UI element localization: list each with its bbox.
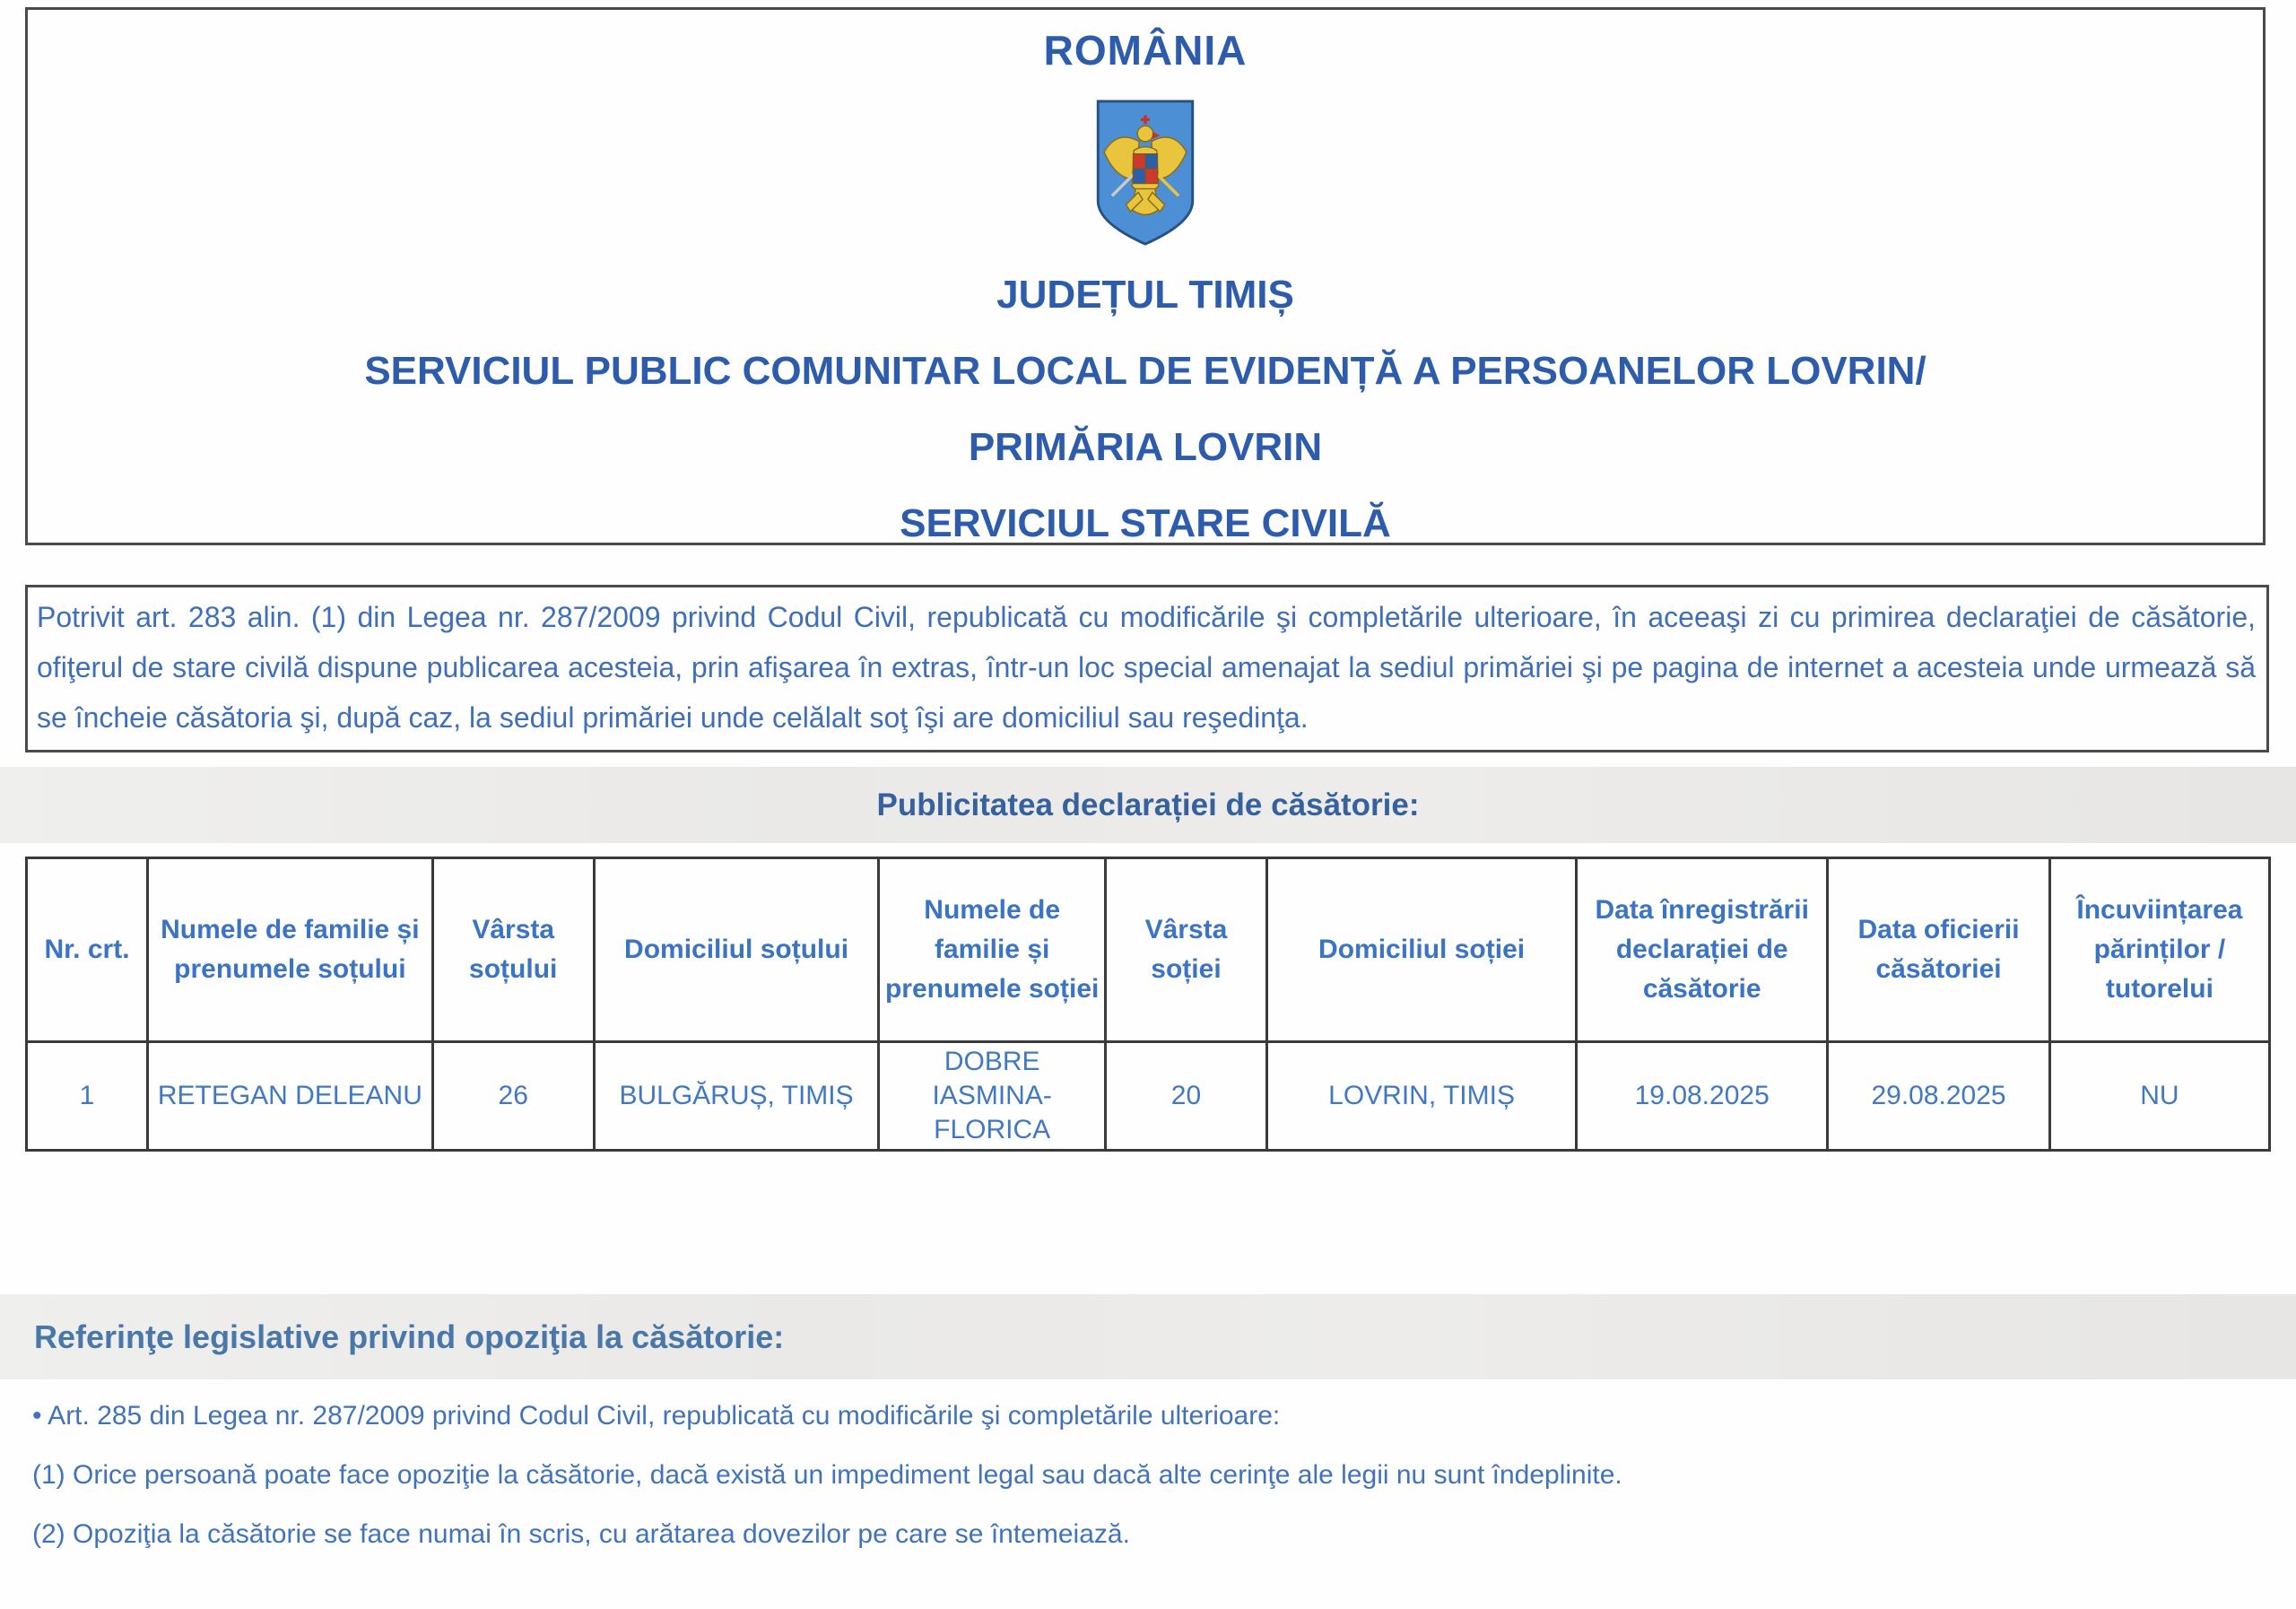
col-header-ceremony-date: Data oficierii căsătoriei	[1828, 858, 2050, 1042]
cell-bride-name: DOBRE IASMINA-FLORICA	[879, 1042, 1106, 1151]
col-header-registration-date: Data înregistrării declarației de căsătorie	[1577, 858, 1828, 1042]
legal-reference-paragraph-2: (2) Opoziţia la căsătorie se face numai în scris, cu arătarea dovezilor pe care se întemeiază.	[32, 1519, 1130, 1549]
country-title: ROMÂNIA	[1043, 27, 1248, 74]
cell-bride-domicile: LOVRIN, TIMIȘ	[1267, 1042, 1577, 1151]
col-header-bride-age: Vârsta soției	[1105, 858, 1266, 1042]
cell-nr-crt: 1	[27, 1042, 148, 1151]
cell-ceremony-date: 29.08.2025	[1828, 1042, 2050, 1151]
cell-registration-date: 19.08.2025	[1577, 1042, 1828, 1151]
service-line: SERVICIUL PUBLIC COMUNITAR LOCAL DE EVIDENȚĂ A PERSOANELOR LOVRIN/	[364, 349, 1926, 393]
col-header-groom-domicile: Domiciliul soțului	[594, 858, 879, 1042]
county-line: JUDEȚUL TIMIȘ	[996, 273, 1294, 317]
legal-references-band	[0, 1294, 2296, 1379]
col-header-bride-name: Numele de familie și prenumele soției	[879, 858, 1106, 1042]
col-header-groom-name: Numele de familie și prenumele soțului	[148, 858, 433, 1042]
intro-legal-paragraph: Potrivit art. 283 alin. (1) din Legea nr. 287/2009 privind Codul Civil, republicată cu modificările şi completările ulterioare, în aceeaşi zi cu primirea declaraţiei de căsătorie, ofiţerul de stare civilă dispune publicarea acesteia, prin afişarea în extras, într-un loc special amenajat la sediul primăriei şi pe pagina de internet a acesteia unde urmează să se încheie căsătoria şi, după caz, la sediul primăriei unde celălalt soţ îşi are domiciliul sau reşedinţa.	[25, 585, 2269, 752]
col-header-bride-domicile: Domiciliul soției	[1267, 858, 1577, 1042]
letterhead-box	[25, 7, 2266, 545]
cell-groom-name: RETEGAN DELEANU	[148, 1042, 433, 1151]
organization-lines	[28, 272, 2263, 547]
marriage-declarations-table	[25, 857, 2271, 1152]
publicity-title-band	[0, 767, 2296, 843]
cityhall-line: PRIMĂRIA LOVRIN	[968, 425, 1323, 469]
table-header-row	[27, 858, 2270, 1042]
cell-groom-domicile: BULGĂRUȘ, TIMIȘ	[594, 1042, 879, 1151]
cell-groom-age: 26	[432, 1042, 594, 1151]
col-header-nr-crt: Nr. crt.	[27, 858, 148, 1042]
col-header-parental-consent: Încuviințarea părinților / tutorelui	[2049, 858, 2269, 1042]
cell-parental-consent: NU	[2049, 1042, 2269, 1151]
legal-references-list	[32, 1399, 2257, 1577]
legal-reference-article: • Art. 285 din Legea nr. 287/2009 privind Codul Civil, republicată cu modificările şi completările ulterioare:	[32, 1401, 1281, 1431]
romania-coat-of-arms-icon	[1092, 98, 1198, 247]
table-row	[27, 1042, 2270, 1151]
legal-reference-paragraph-1: (1) Orice persoană poate face opoziţie la căsătorie, dacă există un impediment legal sau dacă alte cerinţe ale legii nu sunt îndeplinite.	[32, 1460, 1622, 1490]
col-header-groom-age: Vârsta soțului	[432, 858, 594, 1042]
legal-references-title: Referinţe legislative privind opoziţia la căsătorie:	[34, 1318, 785, 1355]
publicity-title: Publicitatea declarației de căsătorie:	[876, 787, 1420, 822]
cell-bride-age: 20	[1105, 1042, 1266, 1151]
civil-status-line: SERVICIUL STARE CIVILĂ	[900, 501, 1391, 545]
